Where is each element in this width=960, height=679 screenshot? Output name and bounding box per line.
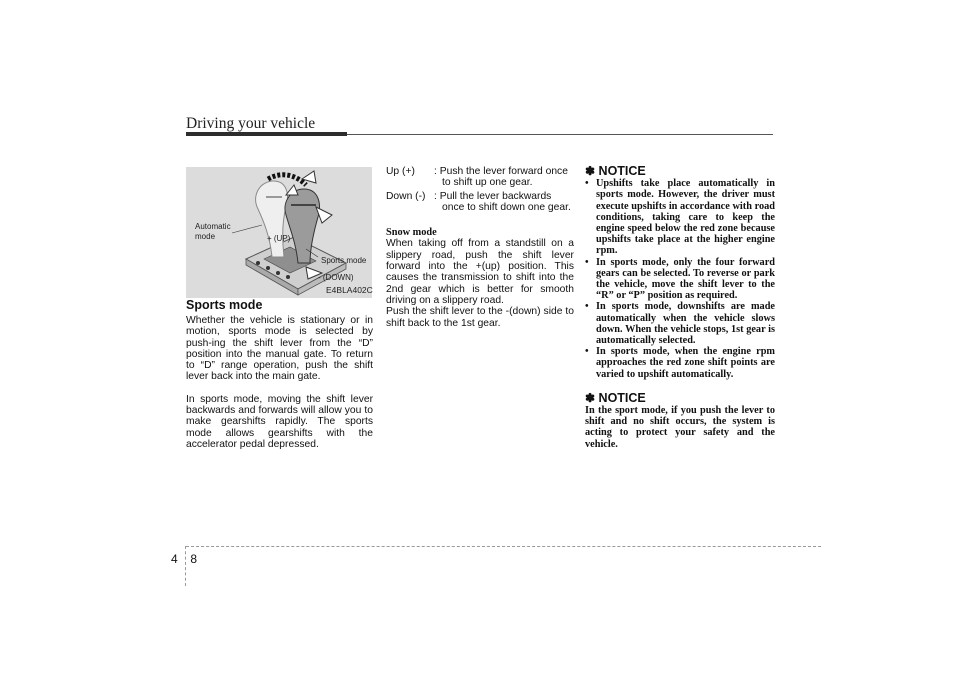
- header-rule: [347, 134, 773, 135]
- snow-mode-paragraph: Push the shift lever to the -(down) side to shift back to the 1st gear.: [386, 306, 574, 329]
- page-number-value: 8: [190, 552, 198, 566]
- definition-desc: : Push the lever forward once to shift up one gear.: [434, 166, 568, 189]
- page-number: [171, 552, 197, 566]
- notice-section: [585, 166, 775, 450]
- definition-term: Down (-): [386, 190, 426, 202]
- notice-asterisk-icon: ✽: [585, 164, 596, 178]
- list-item: [585, 346, 775, 380]
- sports-mode-section: [186, 298, 373, 450]
- bullet-icon: •: [585, 301, 589, 313]
- bullet-icon: •: [585, 256, 589, 268]
- bullet-text: In sports mode, downshifts are made automatically when the vehicle slows down. When the vehicle stops, 1st gear is automatically selected.: [596, 301, 775, 347]
- bullet-icon: •: [585, 346, 589, 358]
- bullet-icon: •: [585, 178, 589, 190]
- notice-asterisk-icon: ✽: [585, 390, 596, 405]
- header-accent-bar: [186, 132, 347, 136]
- list-item: [585, 301, 775, 346]
- bullet-text: Upshifts take place automatically in sports mode. However, the driver must execute upshifts in accordance with road conditions, taking care to keep the engine speed below the red zone because upshifts take place at the higher engine rpm.: [596, 178, 775, 257]
- notice-text: In the sport mode, if you push the lever to shift and no shift occurs, the system is acting to protect your safety and the vehicle.: [585, 405, 775, 450]
- definition-row: [386, 166, 574, 189]
- sports-mode-label: Sports mode: [321, 256, 367, 265]
- sports-mode-paragraph: Whether the vehicle is stationary or in motion, sports mode is selected by push-ing the shift lever from the “D” position into the manual gate. To return to “D” range operation, push the shift lever back into the main gate.: [186, 315, 373, 383]
- snow-mode-title: Snow mode: [386, 227, 437, 239]
- bullet-text: In sports mode, when the engine rpm approaches the red zone shift points are varied to upshift automatically.: [596, 346, 775, 380]
- footer-rule: [186, 546, 821, 547]
- notice-title-text: NOTICE: [598, 164, 646, 178]
- definition-row: [386, 191, 574, 214]
- notice-bullet-list: [585, 178, 775, 380]
- shift-definitions-section: [386, 166, 574, 329]
- figure-code: E4BLA402C: [326, 285, 373, 295]
- notice-block-2: [585, 390, 775, 450]
- automatic-mode-label: Automatic mode: [195, 222, 231, 241]
- down-label: - (DOWN): [318, 273, 354, 282]
- notice-title: [585, 166, 775, 177]
- chapter-number: 4: [171, 552, 178, 566]
- definition-desc: : Pull the lever backwards once to shift down one gear.: [434, 190, 571, 213]
- shift-lever-figure: [186, 167, 372, 298]
- list-item: [585, 178, 775, 256]
- bullet-text: In sports mode, only the four forward gears can be selected. To reverse or park the vehicle, move the shift lever to the “R” or “P” position as required.: [596, 256, 775, 302]
- snow-mode-paragraph: When taking off from a standstill on a slippery road, push the shift lever forward into the +(up) position. This causes the transmission to shift into the 2nd gear which is better for smooth driving on a slippery road.: [386, 238, 574, 306]
- notice-title-text: NOTICE: [598, 390, 646, 405]
- definition-term: Up (+): [386, 166, 415, 177]
- up-label: + (UP): [267, 234, 291, 243]
- notice-title: [585, 390, 775, 405]
- list-item: [585, 257, 775, 302]
- sports-mode-title: Sports mode: [186, 298, 263, 312]
- page-header-title: Driving your vehicle: [186, 115, 316, 132]
- sports-mode-paragraph: In sports mode, moving the shift lever backwards and forwards will allow you to make gearshifts rapidly. The sports mode allows gearshifts with the accelerator pedal depressed.: [186, 393, 373, 450]
